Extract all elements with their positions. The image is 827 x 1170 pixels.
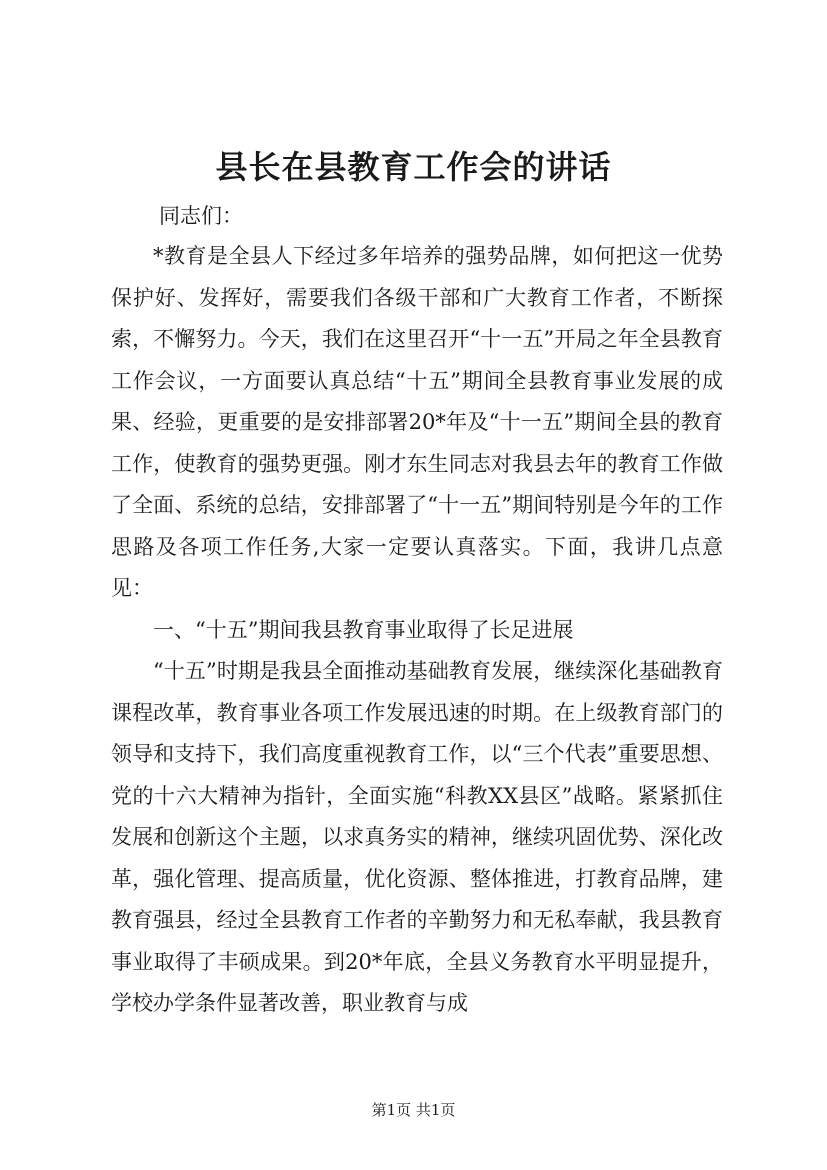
document-body [111, 236, 723, 1025]
paragraph: *教育是全县人下经过多年培养的强势品牌，如何把这一优势保护好、发挥好，需要我们各级干部和广大教育工作者，不断探索，不懈努力。今天，我们在这里召开“十一五”开局之年全县教育工作会议，一方面要认真总结“十五”期间全县教育事业发展的成果、经验，更重要的是安排部署20*年及“十一五”期间全县的教育工作，使教育的强势更强。刚才东生同志对我县去年的教育工作做了全面、系统的总结，安排部署了“十一五”期间特别是今年的工作思路及各项工作任务,大家一定要认真落实。下面，我讲几点意见： [111, 244, 723, 600]
page-footer: 第1页 共1页 [371, 1101, 456, 1119]
document-title: 县长在县教育工作会的讲话 [215, 148, 612, 186]
section-heading: 一、“十五”期间我县教育事业取得了长足进展 [153, 617, 574, 642]
paragraph: “十五”时期是我县全面推动基础教育发展，继续深化基础教育课程改革，教育事业各项工作发展迅速的时期。在上级教育部门的领导和支持下，我们高度重视教育工作，以“三个代表”重要思想、党的十六大精神为指针，全面实施“科教XX县区”战略。紧紧抓住发展和创新这个主题，以求真务实的精神，继续巩固优势、深化改革，强化管理、提高质量，优化资源、整体推进，打教育品牌，建教育强县，经过全县教育工作者的辛勤努力和无私奉献，我县教育事业取得了丰硕成果。到20*年底，全县义务教育水平明显提升，学校办学条件显著改善，职业教育与成 [111, 659, 723, 1015]
salutation: 同志们： [159, 204, 243, 228]
